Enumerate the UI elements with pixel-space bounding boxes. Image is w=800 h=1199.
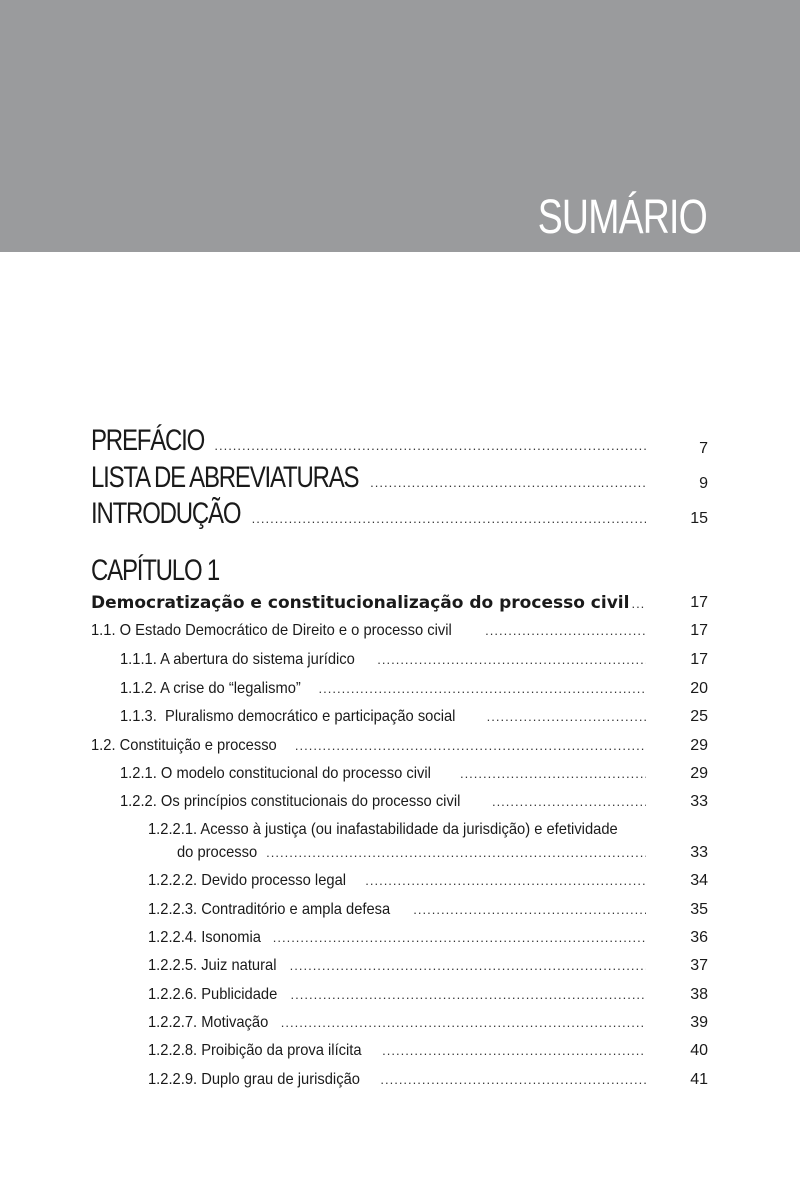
toc-entry-page: 40 — [690, 1042, 708, 1059]
toc-entry[interactable] — [148, 1071, 646, 1089]
toc-entry-page: 9 — [699, 475, 708, 492]
toc-entry-abreviaturas[interactable] — [91, 461, 646, 495]
leader-dots — [319, 681, 646, 696]
leader-dots — [291, 987, 646, 1002]
toc-entry-chapter-title[interactable] — [91, 593, 646, 613]
leader-dots — [295, 738, 646, 753]
toc-entry-page: 25 — [690, 708, 708, 725]
toc-entry-page: 33 — [690, 844, 708, 861]
toc-entry-label: 1.2.2.6. Publicidade — [148, 986, 278, 1003]
toc-entry-page: 20 — [690, 680, 708, 697]
toc-entry-label: 1.2.2.5. Juiz natural — [148, 957, 277, 974]
toc-entry-label: 1.2.2.1. Acesso à justiça (ou inafastabilidade da jurisdição) e efetividade — [148, 821, 618, 838]
toc-entry[interactable] — [120, 765, 646, 783]
leader-dots — [413, 902, 646, 917]
toc-entry[interactable] — [120, 680, 646, 698]
toc-entry[interactable] — [148, 986, 646, 1004]
toc-entry-page: 29 — [690, 737, 708, 754]
toc-entry-label: 1.2.2.2. Devido processo legal — [148, 872, 347, 889]
toc-entry-page: 41 — [690, 1071, 708, 1088]
toc-entry-prefacio[interactable] — [91, 424, 646, 458]
toc-entry-page: 37 — [690, 957, 708, 974]
toc-entry-label: 1.1.1. A abertura do sistema jurídico — [120, 651, 355, 668]
leader-dots — [266, 845, 646, 860]
toc-entry-label: 1.2.2.4. Isonomia — [148, 929, 261, 946]
chapter-heading: CAPÍTULO 1 — [91, 554, 220, 587]
toc-entry-label: 1.1.2. A crise do “legalismo” — [120, 680, 301, 697]
toc-entry-label: 1.2.2. Os princípios constitucionais do processo civil — [120, 793, 461, 810]
toc-entry[interactable] — [120, 793, 646, 811]
leader-dots — [365, 873, 646, 888]
toc-entry-label: 1.2.1. O modelo constitucional do processo civil — [120, 765, 431, 782]
leader-dots — [382, 1043, 646, 1058]
leader-dots — [485, 623, 646, 638]
toc-entry[interactable] — [120, 708, 646, 726]
toc-entry-page: 29 — [690, 765, 708, 782]
leader-dots — [631, 596, 646, 611]
leader-dots — [273, 930, 646, 945]
toc-entry-page: 39 — [690, 1014, 708, 1031]
toc-entry-page: 7 — [699, 440, 708, 457]
leader-dots — [487, 709, 646, 724]
leader-dots — [370, 475, 646, 490]
toc-entry[interactable] — [148, 1042, 646, 1060]
toc-entry-page: 17 — [690, 622, 708, 639]
leader-dots — [377, 652, 646, 667]
toc-entry-page: 35 — [690, 901, 708, 918]
toc-entry[interactable] — [91, 737, 646, 755]
leader-dots — [492, 794, 646, 809]
toc-entry-page: 34 — [690, 872, 708, 889]
toc-entry-label: 1.2.2.8. Proibição da prova ilícita — [148, 1042, 362, 1059]
leader-dots — [380, 1072, 646, 1087]
toc-entry[interactable] — [148, 929, 646, 947]
toc-entry-page: 17 — [690, 651, 708, 668]
leader-dots — [252, 511, 646, 526]
toc-entry[interactable] — [120, 651, 646, 669]
toc-entry-label: PREFÁCIO — [91, 424, 205, 457]
toc-entry-page: 36 — [690, 929, 708, 946]
toc-entry-label: 1.2.2.9. Duplo grau de jurisdição — [148, 1071, 360, 1088]
toc-entry-label: 1.1.3. Pluralismo democrático e participação social — [120, 708, 456, 725]
toc-entry-label: 1.2.2.3. Contraditório e ampla defesa — [148, 901, 391, 918]
toc-entry-label: Democratização e constitucionalização do processo civil — [91, 593, 630, 613]
toc-entry-page: 15 — [690, 510, 708, 527]
toc-entry-label-continued: do processo — [177, 844, 258, 861]
toc-entry-label: LISTA DE ABREVIATURAS — [91, 461, 359, 494]
leader-dots — [460, 766, 646, 781]
toc-entry-label: 1.2. Constituição e processo — [91, 737, 277, 754]
toc-entry-page: 38 — [690, 986, 708, 1003]
page-title: SUMÁRIO — [537, 191, 707, 244]
toc-entry[interactable] — [148, 957, 646, 975]
toc-entry-introducao[interactable] — [91, 497, 646, 531]
toc-entry-label: INTRODUÇÃO — [91, 497, 241, 530]
toc-entry-first-line[interactable] — [148, 821, 668, 839]
toc-entry-label: 1.2.2.7. Motivação — [148, 1014, 269, 1031]
toc-entry[interactable] — [148, 1014, 646, 1032]
toc-entry[interactable] — [91, 622, 646, 640]
toc-entry[interactable] — [148, 872, 646, 890]
toc-entry[interactable] — [148, 901, 646, 919]
toc-entry[interactable] — [177, 844, 646, 862]
leader-dots — [214, 438, 646, 453]
toc-entry-label: 1.1. O Estado Democrático de Direito e o processo civil — [91, 622, 452, 639]
leader-dots — [290, 958, 646, 973]
leader-dots — [281, 1015, 646, 1030]
toc-entry-page: 33 — [690, 793, 708, 810]
toc-entry-page: 17 — [690, 594, 708, 611]
